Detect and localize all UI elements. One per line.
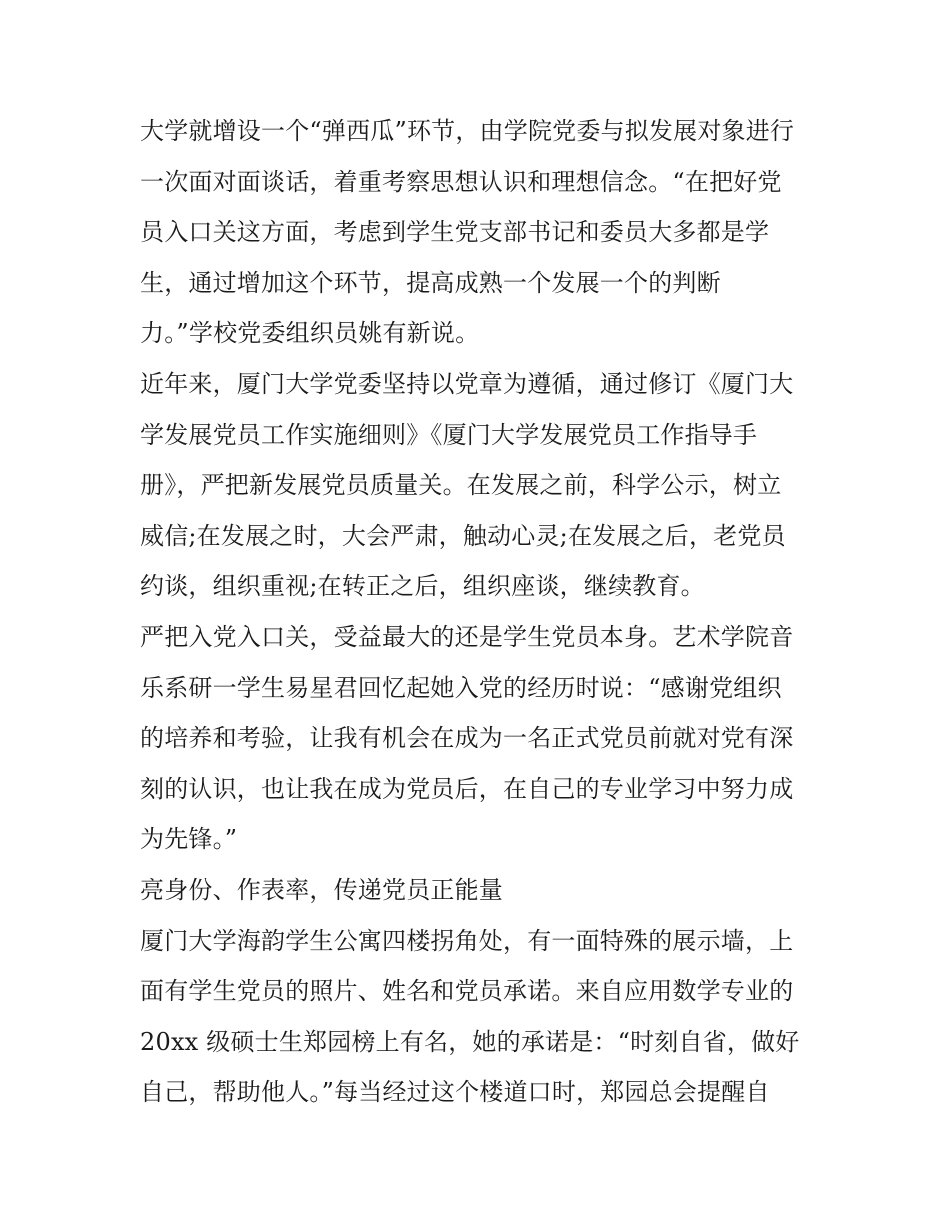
text-line: 为先锋。”: [140, 825, 238, 854]
text-line: 力。”学校党委组织员姚有新说。: [140, 319, 480, 348]
text-line: 约谈，组织重视;在转正之后，组织座谈，继续教育。: [140, 572, 705, 601]
document-body: [140, 106, 820, 1118]
text-line: 学发展党员工作实施细则》《厦门大学发展党员工作指导手: [140, 420, 758, 449]
text-line: 员入口关这方面，考虑到学生党支部书记和委员大多都是学: [140, 218, 770, 247]
text-line: 生，通过增加这个环节，提高成熟一个发展一个的判断: [140, 268, 721, 297]
text-line: 严把入党入口关，受益最大的还是学生党员本身。艺术学院音: [140, 622, 794, 651]
text-line: 的培养和考验，让我有机会在成为一名正式党员前就对党有深: [140, 724, 794, 753]
section-heading: 亮身份、作表率，传递党员正能量: [140, 875, 503, 904]
text-line: 威信;在发展之时，大会严肃，触动心灵;在发展之后，老党员: [140, 521, 786, 550]
text-line: 近年来，厦门大学党委坚持以党章为遵循，通过修订《厦门大: [140, 369, 794, 398]
text-line: 面有学生党员的照片、姓名和党员承诺。来自应用数学专业的: [140, 977, 794, 1006]
text-line: 厦门大学海韵学生公寓四楼拐角处，有一面特殊的展示墙，上: [140, 926, 794, 955]
text-line: 刻的认识，也让我在成为党员后，在自己的专业学习中努力成: [140, 774, 794, 803]
text-line: 一次面对面谈话，着重考察思想认识和理想信念。“在把好党: [140, 167, 782, 196]
text-line: 大学就增设一个“弹西瓜”环节，由学院党委与拟发展对象进行: [140, 117, 795, 145]
text-line: 册》，严把新发展党员质量关。在发展之前，科学公示，树立: [140, 471, 782, 500]
text-line: 自己，帮助他人。”每当经过这个楼道口时，郑园总会提醒自: [140, 1078, 770, 1107]
text-line: 乐系研一学生易星君回忆起她入党的经历时说：“感谢党组织: [140, 673, 782, 702]
text-line: 20xx 级硕士生郑园榜上有名，她的承诺是：“时刻自省，做好: [140, 1027, 800, 1056]
